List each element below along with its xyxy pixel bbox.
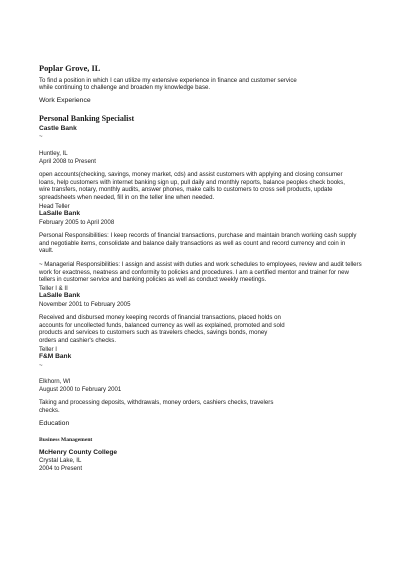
job-dates: April 2008 to Present [39, 157, 96, 165]
resume-content [39, 64, 369, 473]
company-name: LaSalle Bank [39, 210, 81, 218]
job-dates: February 2005 to April 2008 [39, 218, 115, 226]
job-title: Teller I & II [39, 284, 68, 292]
job-title: Head Teller [39, 202, 70, 210]
job-entry [39, 114, 369, 202]
section-work-experience: Work Experience [39, 96, 91, 104]
company-dash: ~ [39, 133, 43, 141]
job-dates: August 2000 to February 2001 [39, 385, 122, 393]
job-title: Teller I [39, 345, 57, 353]
job-location: Huntley, IL [39, 150, 68, 158]
company-name: Castle Bank [39, 125, 77, 133]
job-title: Personal Banking Specialist [39, 114, 135, 124]
header-name: Poplar Grove, IL [39, 64, 101, 73]
company-name: LaSalle Bank [39, 292, 81, 300]
education-dates: 2004 to Present [39, 464, 83, 472]
job-description: Taking and processing deposits, withdrawals, money orders, cashiers checks, travelers checks. [39, 399, 274, 414]
job-description: open accounts(checking, savings, money market, cds) and assist customers with applying and closing consumer loans, help customers with internet banking sign up, pull daily and monthly reports, balance peoples check books, wire transfers, notary, monthly audits, answer phones, make calls to customers to cross sell products, update spreadsheets when needed, fill in on the teller line when needed. [39, 171, 345, 202]
job-entry [39, 285, 369, 345]
job-description: Received and disbursed money keeping records of financial transactions, placed holds on accounts for uncollected funds, balanced currency as well as explained, promoted and sold products and services to customers such as travelers checks, savings bonds, money orders and cashier's checks. [39, 314, 285, 345]
job-dates: November 2001 to February 2005 [39, 300, 131, 308]
job-entry [39, 346, 369, 415]
job-location: Elkhorn, WI [39, 378, 71, 386]
company-dash: ~ [39, 361, 43, 369]
objective-text: To find a position in which I can utilize my extensive experience in finance and customer service while continuing to challenge and broaden my knowledge base. [39, 76, 297, 92]
school-name: McHenry County College [39, 449, 118, 457]
job-description: ~ Managerial Responsibilities: I assign and assist with duties and work schedules to employees, review and audit tellers work for exactness, neatness and conformity to policies and procedures. I am a certified mentor and trainer for new tellers in customer service and banking policies as well as conduct weekly meetings. [39, 260, 362, 284]
job-description: Personal Responsibilities: I keep records of financial transactions, purchase and maintain branch working cash supply and negotiable items, consolidate and balance daily transactions as well as count and record currency and coin in vault. [39, 232, 357, 255]
education-entry [39, 437, 369, 472]
degree-name: Business Management [39, 437, 93, 444]
company-name: F&M Bank [39, 353, 72, 361]
job-entry [39, 203, 369, 284]
school-location: Crystal Lake, IL [39, 457, 82, 465]
section-education: Education [39, 419, 70, 427]
